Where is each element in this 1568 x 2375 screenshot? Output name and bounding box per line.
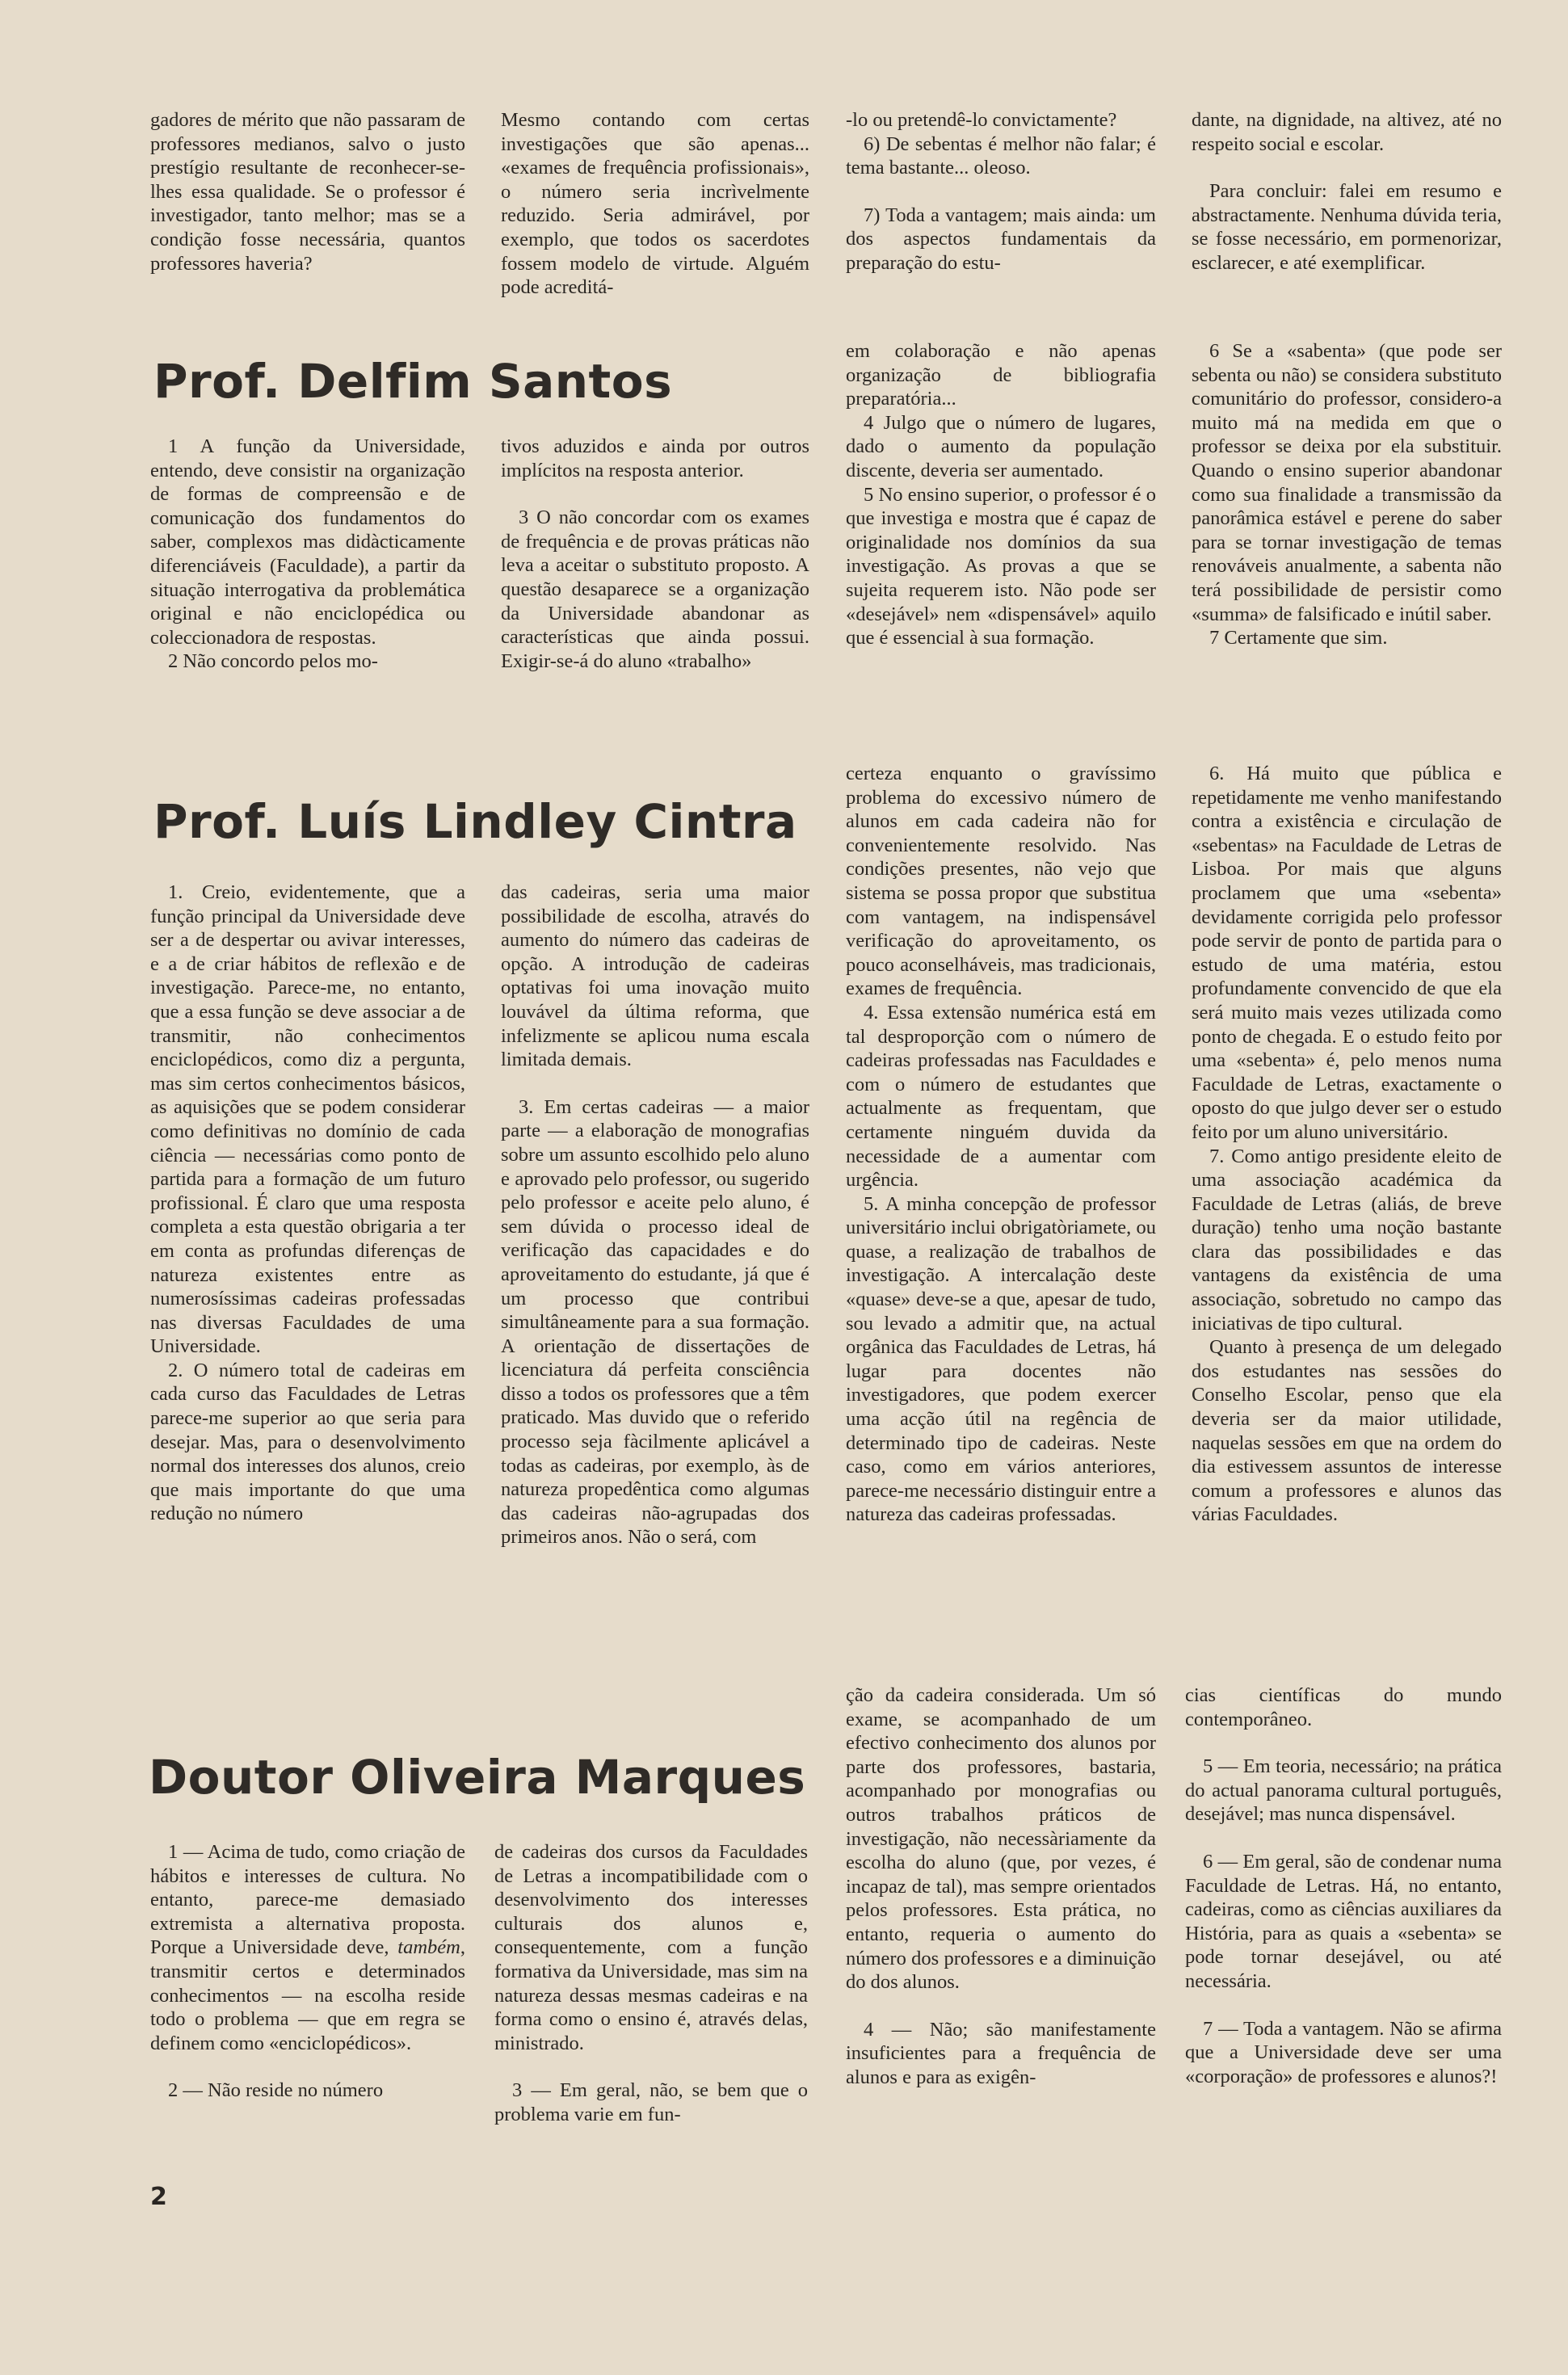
delfim-column-4: 6 Se a «sabenta» (que pode ser sebenta ou não) se considera substituto comunitário do professor, considero-a muito má na medida em que o professor se deixa por ela substituir. Quando o ensino superior abandonar como sua finalidade a transmissão da panorâmica estável e perene do saber para se tornar investigação de temas renováveis anualmente, a sabenta não terá possibilidade de persistir como «summa» de falsificado e inútil saber. 7 Certamente que sim. xyxy=(1192,340,1502,649)
marques-column-2: de cadeiras dos cursos da Faculdades de Letras a incompatibilidade com o desenvolvimento dos interesses culturais dos alunos e, consequentemente, com a função formativa da Universidade, mas sim na natureza dessas mesmas cadeiras e na forma como o ensino é, através delas, ministrado. 3 — Em geral, não, se bem que o problema varie em fun- xyxy=(494,1841,808,2125)
marques-column-4: cias científicas do mundo contemporâneo. 5 — Em teoria, necessário; na prática do actual panorama cultural português, desejável; mas nunca dispensável. 6 — Em geral, são de condenar numa Faculdade de Letras. Há, no entanto, cadeiras, como as ciências auxiliares da História, para as quais a «sebenta» se pode tornar desejável, ou até necessária. 7 — Toda a vantagem. Não se afirma que a Universidade deve ser uma «corporação» de professores e alunos?! xyxy=(1185,1684,1502,2087)
top-column-4: dante, na dignidade, na altivez, até no respeito social e escolar. Para concluir: falei em resumo e abstractamente. Nenhuma dúvida teria, se fosse necessário, em pormenorizar, esclarecer, e até exemplificar. xyxy=(1192,109,1502,274)
heading-luis-lindley-cintra: Prof. Luís Lindley Cintra xyxy=(153,794,797,849)
delfim-column-2: tivos aduzidos e ainda por outros implícitos na resposta anterior. 3 O não concordar com os exames de frequência e de provas práticas não leva a aceitar o substituto proposto. A questão desaparece se a organização da Universidade abandonar as características que ainda possui. Exigir-se-á do aluno «trabalho» xyxy=(501,435,809,672)
page-number: 2 xyxy=(150,2183,167,2211)
delfim-column-3: em colaboração e não apenas organização de bibliografia preparatória... 4 Julgo que o número de lugares, dado o aumento da população discente, deveria ser aumentado. 5 No ensino superior, o professor é o que investiga e mostra que é capaz de originalidade nos domínios da sua investigação. As provas a que se sujeita requerem isto. Não pode ser «desejável» nem «dispensável» aquilo que é essencial à sua formação. xyxy=(846,340,1156,649)
cintra-column-3: certeza enquanto o gravíssimo problema do excessivo número de alunos em cada cadeira não for convenientemente resolvido. Nas condições presentes, não vejo que sistema se possa propor que substitua com vantagem, na indispensável verificação do aproveitamento, os pouco aconselháveis, mas tradicionais, exames de frequência. 4. Essa extensão numérica está em tal desproporção com o número de cadeiras professadas nas Faculdades e com o número de estudantes que actualmente as frequentam, que certamente ninguém duvida da necessidade de a aumentar com urgência. 5. A minha concepção de professor universitário inclui obrigatòriamete, ou quase, a realização de trabalhos de investigação. A intercalação deste «quase» deve-se a que, apesar de tudo, sou levado a admitir que, na actual orgânica das Faculdades de Letras, há lugar para docentes não investigadores, que podem exercer uma acção útil na regência de determinado tipo de cadeiras. Neste caso, como em vários anteriores, parece-me necessário distinguir entre a natureza das cadeiras professadas. xyxy=(846,763,1156,1526)
cintra-column-1: 1. Creio, evidentemente, que a função principal da Universidade deve ser a de despertar ou avivar interesses, e a de criar hábitos de reflexão e de investigação. Parece-me, no entanto, que a essa função se deve associar a de transmitir, não conhecimentos enciclopédicos, como diz a pergunta, mas sim certos conhecimentos básicos, as aquisições que se podem considerar como definitivas no domínio de cada ciência — necessárias como ponto de partida para a formação de um futuro profissional. É claro que uma resposta completa a esta questão obrigaria a ter em conta as profundas diferenças de natureza existentes entre as numerosíssimas cadeiras professadas nas diversas Faculdades de uma Universidade. 2. O número total de cadeiras em cada curso das Faculdades de Letras parece-me superior ao que seria para desejar. Mas, para o desenvolvimento normal dos interesses dos alunos, creio que mais importante do que uma redução no número xyxy=(150,881,465,1525)
top-column-2: Mesmo contando com certas investigações que são apenas... «exames de frequência profissionais», o número seria incrìvelmente reduzido. Seria admirável, por exemplo, que todos os sacerdotes fossem modelo de virtude. Alguém pode acreditá- xyxy=(501,109,809,299)
top-column-3: -lo ou pretendê-lo convictamente? 6) De sebentas é melhor não falar; é tema bastante... oleoso. 7) Toda a vantagem; mais ainda: um dos aspectos fundamentais da preparação do estu- xyxy=(846,109,1156,274)
marques-column-3: ção da cadeira considerada. Um só exame, se acompanhado de um efectivo conhecimento dos alunos por parte dos professores, bastaria, acompanhado por monografias ou outros trabalhos práticos de investigação, não necessàriamente da escolha do aluno (que, por vezes, é incapaz de tal), mas sempre orientados pelos professores. Esta prática, no entanto, requeria o aumento do número dos professores e a diminuição do dos alunos. 4 — Não; são manifestamente insuficientes para a frequência de alunos e para as exigên- xyxy=(846,1684,1156,2088)
heading-delfim-santos: Prof. Delfim Santos xyxy=(153,354,673,409)
delfim-column-1: 1 A função da Universidade, entendo, deve consistir na organização de formas de compreensão e de comunicação dos fundamentos do saber, complexos mas didàcticamente diferenciáveis (Faculdade), a partir da situação interrogativa da problemática original e não enciclopédica ou coleccionadora de respostas. 2 Não concordo pelos mo- xyxy=(150,435,465,673)
heading-oliveira-marques: Doutor Oliveira Marques xyxy=(149,1750,806,1805)
cintra-column-4: 6. Há muito que pública e repetidamente me venho manifestando contra a existência e circulação de «sebentas» na Faculdade de Letras de Lisboa. Por mais que alguns proclamem que uma «sebenta» devidamente corrigida pelo professor pode servir de ponto de partida para o estudo de uma matéria, estou profundamente convencido de que ela será muito mais vezes utilizada como ponto de chegada. E o estudo feito por uma «sebenta» é, pelo menos numa Faculdade de Letras, exactamente o oposto do que julgo dever ser o estudo feito por um aluno universitário. 7. Como antigo presidente eleito de uma associação académica da Faculdade de Letras (aliás, de breve duração) tenho uma noção bastante clara das possibilidades e das vantagens da existência de uma associação, sobretudo no campo das iniciativas de tipo cultural. Quanto à presença de um delegado dos estudantes nas sessões do Conselho Escolar, penso que ela deveria ser da maior utilidade, naquelas sessões em que na ordem do dia estivessem assuntos de interesse comum a professores e alunos das várias Faculdades. xyxy=(1192,763,1502,1526)
marques-answer-1: 1 — Acima de tudo, como criação de hábitos e interesses de cultura. No entanto, parece-me demasiado extremista a alternativa proposta. Porque a Universidade deve, também, transmitir certos e determinados conhecimentos — na escolha reside todo o problema — que em regra se definem como «enciclopédicos». xyxy=(150,1841,465,2054)
cintra-column-2: das cadeiras, seria uma maior possibilidade de escolha, através do aumento do número das cadeiras de opção. A introdução de cadeiras optativas foi uma inovação muito louvável da última reforma, que infelizmente se aplicou numa escala limitada demais. 3. Em certas cadeiras — a maior parte — a elaboração de monografias sobre um assunto escolhido pelo aluno e aprovado pelo professor, ou sugerido pelo professor e aceite pelo aluno, é sem dúvida o processo ideal de verificação das capacidades e do aproveitamento do estudante, já que é um processo que contribui simultâneamente para a sua formação. A orientação de dissertações de licenciatura dá perfeita consciência disso a todos os professores que a têm praticado. Mas duvido que o referido processo seja fàcilmente aplicável a todas as cadeiras, por exemplo, às de natureza propedêntica como algumas das cadeiras não-agrupadas dos primeiros anos. Não o será, com xyxy=(501,881,809,1549)
marques-column-1: 1 — Acima de tudo, como criação de hábitos e interesses de cultura. No entanto, parece-me demasiado extremista a alternativa proposta. Porque a Universidade deve, também, transmitir certos e determinados conhecimentos — na escolha reside todo o problema — que em regra se definem como «enciclopédicos». 2 — Não reside no número xyxy=(150,1841,465,2102)
top-column-1: gadores de mérito que não passaram de professores medianos, salvo o justo prestígio resultante de reconhecer-se-lhes essa qualidade. Se o professor é investigador, tanto melhor; mas se a condição fosse necessária, quantos professores haveria? xyxy=(150,109,465,275)
